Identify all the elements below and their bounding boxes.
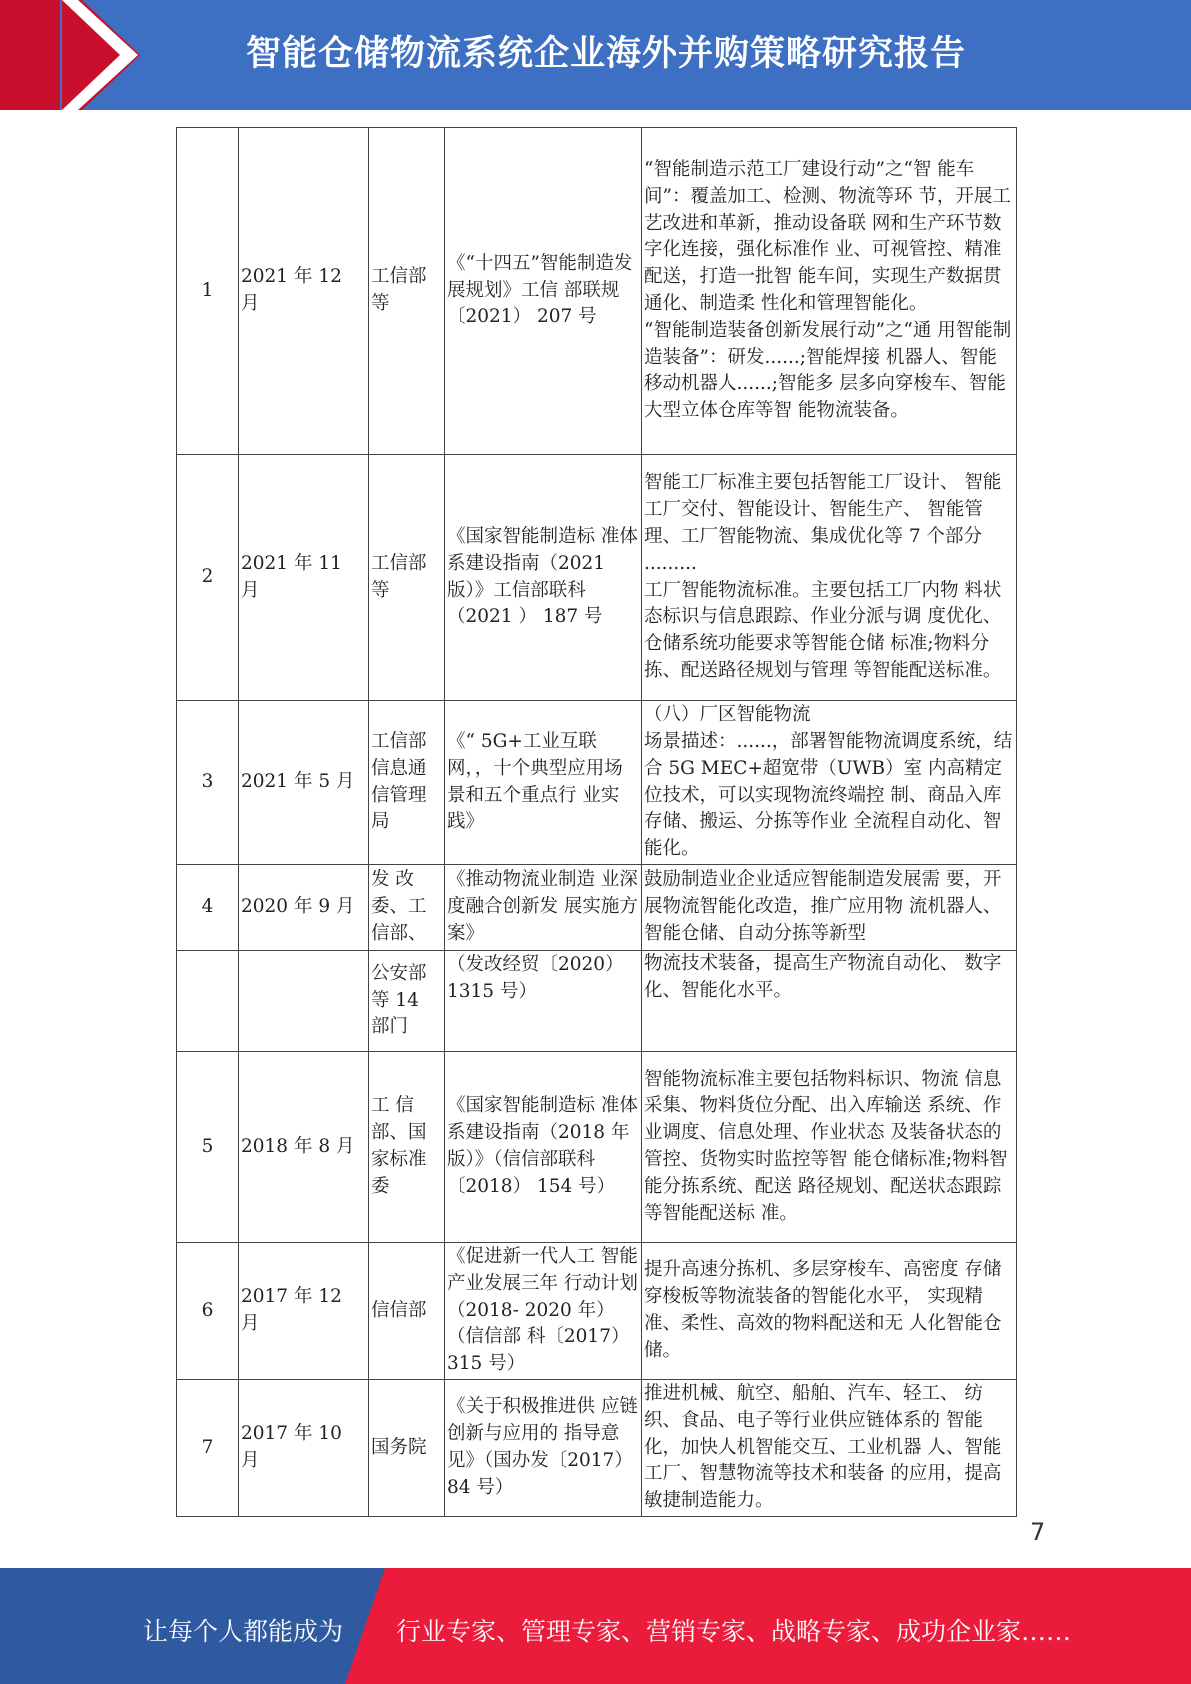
report-title: 智能仓储物流系统企业海外并购策略研究报告 bbox=[246, 34, 967, 74]
table-row bbox=[177, 1380, 1017, 1517]
row-number: 3 bbox=[177, 701, 239, 865]
row-date: 2018 年 8 月 bbox=[239, 1052, 369, 1243]
row-number: 1 bbox=[177, 128, 239, 455]
row-content: 鼓励制造业企业适应智能制造发展需 要，开展物流智能化改造，推广应用物 流机器人、智能仓储、自动分拣等新型 bbox=[642, 865, 1017, 951]
row-content: 智能物流标准主要包括物料标识、物流 信息采集、物料货位分配、出入库输送 系统、作业调度、信息处理、作业状态 及装备状态的管控、货物实时监控等智 能仓储标准;物料智能分拣系统、配送 路径规划、配送状态跟踪等智能配送标 准。 bbox=[642, 1052, 1017, 1243]
row-document: 《“十四五”智能制造发展规划》工信 部联规〔2021） 207 号 bbox=[445, 128, 642, 455]
row-content: 推进机械、航空、船舶、汽车、轻工、 纺织、食品、电子等行业供应链体系的 智能化，加快人机智能交互、工业机器 人、智能工厂、智慧物流等技术和装备 的应用，提高敏捷制造能力。 bbox=[642, 1380, 1017, 1517]
table-row bbox=[177, 455, 1017, 701]
content-paragraph: 工厂智能物流标准。主要包括工厂内物 料状态标识与信息跟踪、作业分派与调 度优化、仓储系统功能要求等智能仓储 标准;物料分拣、配送路径规划与管理 等智能配送标准。 bbox=[644, 579, 1002, 681]
header-chevron-icon bbox=[62, 0, 152, 110]
row-number bbox=[177, 951, 239, 1052]
row-department: 工 信部、国家标准委 bbox=[369, 1052, 445, 1243]
footer-slogan-right: 行业专家、管理专家、营销专家、战略专家、成功企业家…… bbox=[396, 1617, 1072, 1646]
row-number: 7 bbox=[177, 1380, 239, 1517]
row-document: 《关于积极推进供 应链创新与应用的 指导意见》（国办发〔2017） 84 号） bbox=[445, 1380, 642, 1517]
page-header bbox=[0, 0, 1191, 110]
page-footer bbox=[0, 1568, 1191, 1684]
row-date: 2021 年 11 月 bbox=[239, 455, 369, 701]
table-row bbox=[177, 1243, 1017, 1380]
footer-blue-slant bbox=[345, 1568, 385, 1684]
table-row bbox=[177, 1052, 1017, 1243]
row-date bbox=[239, 951, 369, 1052]
row-department: 国务院 bbox=[369, 1380, 445, 1517]
header-red-block bbox=[0, 0, 60, 110]
content-paragraph: “智能制造装备创新发展行动”之“通 用智能制造装备”：研发......;智能焊接 机器人、智能移动机器人......;智能多 层多向穿梭车、智能大型立体仓库等智 能物流装备。 bbox=[644, 319, 1012, 422]
page-number: 7 bbox=[1030, 1518, 1046, 1546]
table-row bbox=[177, 951, 1017, 1052]
content-paragraph: “智能制造示范工厂建设行动”之“智 能车间”：覆盖加工、检测、物流等环 节，开展工艺改进和革新，推动设备联 网和生产环节数字化连接，强化标准作 业、可视管控、精准配送，打造一批智 能车间，实现生产数据贯通化、制造柔 性化和管理智能化。 bbox=[644, 159, 1011, 314]
row-department: 信信部 bbox=[369, 1243, 445, 1380]
row-number: 2 bbox=[177, 455, 239, 701]
row-number: 6 bbox=[177, 1243, 239, 1380]
row-document: 《推动物流业制造 业深度融合创新发 展实施方案》 bbox=[445, 865, 642, 951]
row-number: 5 bbox=[177, 1052, 239, 1243]
policy-table bbox=[176, 127, 1016, 1517]
row-document: （发改经贸〔2020） 1315 号） bbox=[445, 951, 642, 1052]
row-document: 《“ 5G+工业互联网，，十个典型应用场景和五个重点行 业实践》 bbox=[445, 701, 642, 865]
table-row bbox=[177, 701, 1017, 865]
row-date: 2017 年 10 月 bbox=[239, 1380, 369, 1517]
row-document: 《国家智能制造标 准体系建设指南（2018 年版）》（信信部联科〔2018） 154 号） bbox=[445, 1052, 642, 1243]
row-department: 工信部等 bbox=[369, 455, 445, 701]
row-content: 提升高速分拣机、多层穿梭车、高密度 存储穿梭板等物流装备的智能化水平， 实现精准、柔性、高效的物料配送和无 人化智能仓储。 bbox=[642, 1243, 1017, 1380]
content-paragraph: 场景描述：......，部署智能物流调度系统，结合 5G MEC+超宽带（UWB）室 内高精定位技术，可以实现物流终端控 制、商品入库存储、搬运、分拣等作业 全流程自动化、智能化。 bbox=[644, 730, 1013, 860]
row-date: 2021 年 12 月 bbox=[239, 128, 369, 455]
row-department: 公安部等 14 部门 bbox=[369, 951, 445, 1052]
footer-slogan-left: 让每个人都能成为 bbox=[143, 1617, 344, 1646]
content-paragraph: （八）厂区智能物流 bbox=[644, 704, 811, 726]
table-row bbox=[177, 128, 1017, 455]
row-department: 工信部等 bbox=[369, 128, 445, 455]
row-date: 2020 年 9 月 bbox=[239, 865, 369, 951]
row-department: 发 改委、工信部、 bbox=[369, 865, 445, 951]
row-number: 4 bbox=[177, 865, 239, 951]
content-paragraph: 智能工厂标准主要包括智能工厂设计、 智能工厂交付、智能设计、智能生产、 智能管理、工厂智能物流、集成优化等 7 个部分 ......... bbox=[644, 472, 1002, 574]
row-department: 工信部信息通信管理局 bbox=[369, 701, 445, 865]
row-content bbox=[642, 701, 1017, 865]
row-date: 2021 年 5 月 bbox=[239, 701, 369, 865]
row-date: 2017 年 12 月 bbox=[239, 1243, 369, 1380]
row-document: 《国家智能制造标 准体系建设指南（2021 版）》工信部联科（2021 ） 187 号 bbox=[445, 455, 642, 701]
row-content bbox=[642, 455, 1017, 701]
row-content bbox=[642, 128, 1017, 455]
row-content: 物流技术装备，提高生产物流自动化、 数字化、智能化水平。 bbox=[642, 951, 1017, 1052]
table-row bbox=[177, 865, 1017, 951]
row-document: 《促进新一代人工 智能产业发展三年 行动计划（2018- 2020 年）（信信部 科〔2017） 315 号） bbox=[445, 1243, 642, 1380]
